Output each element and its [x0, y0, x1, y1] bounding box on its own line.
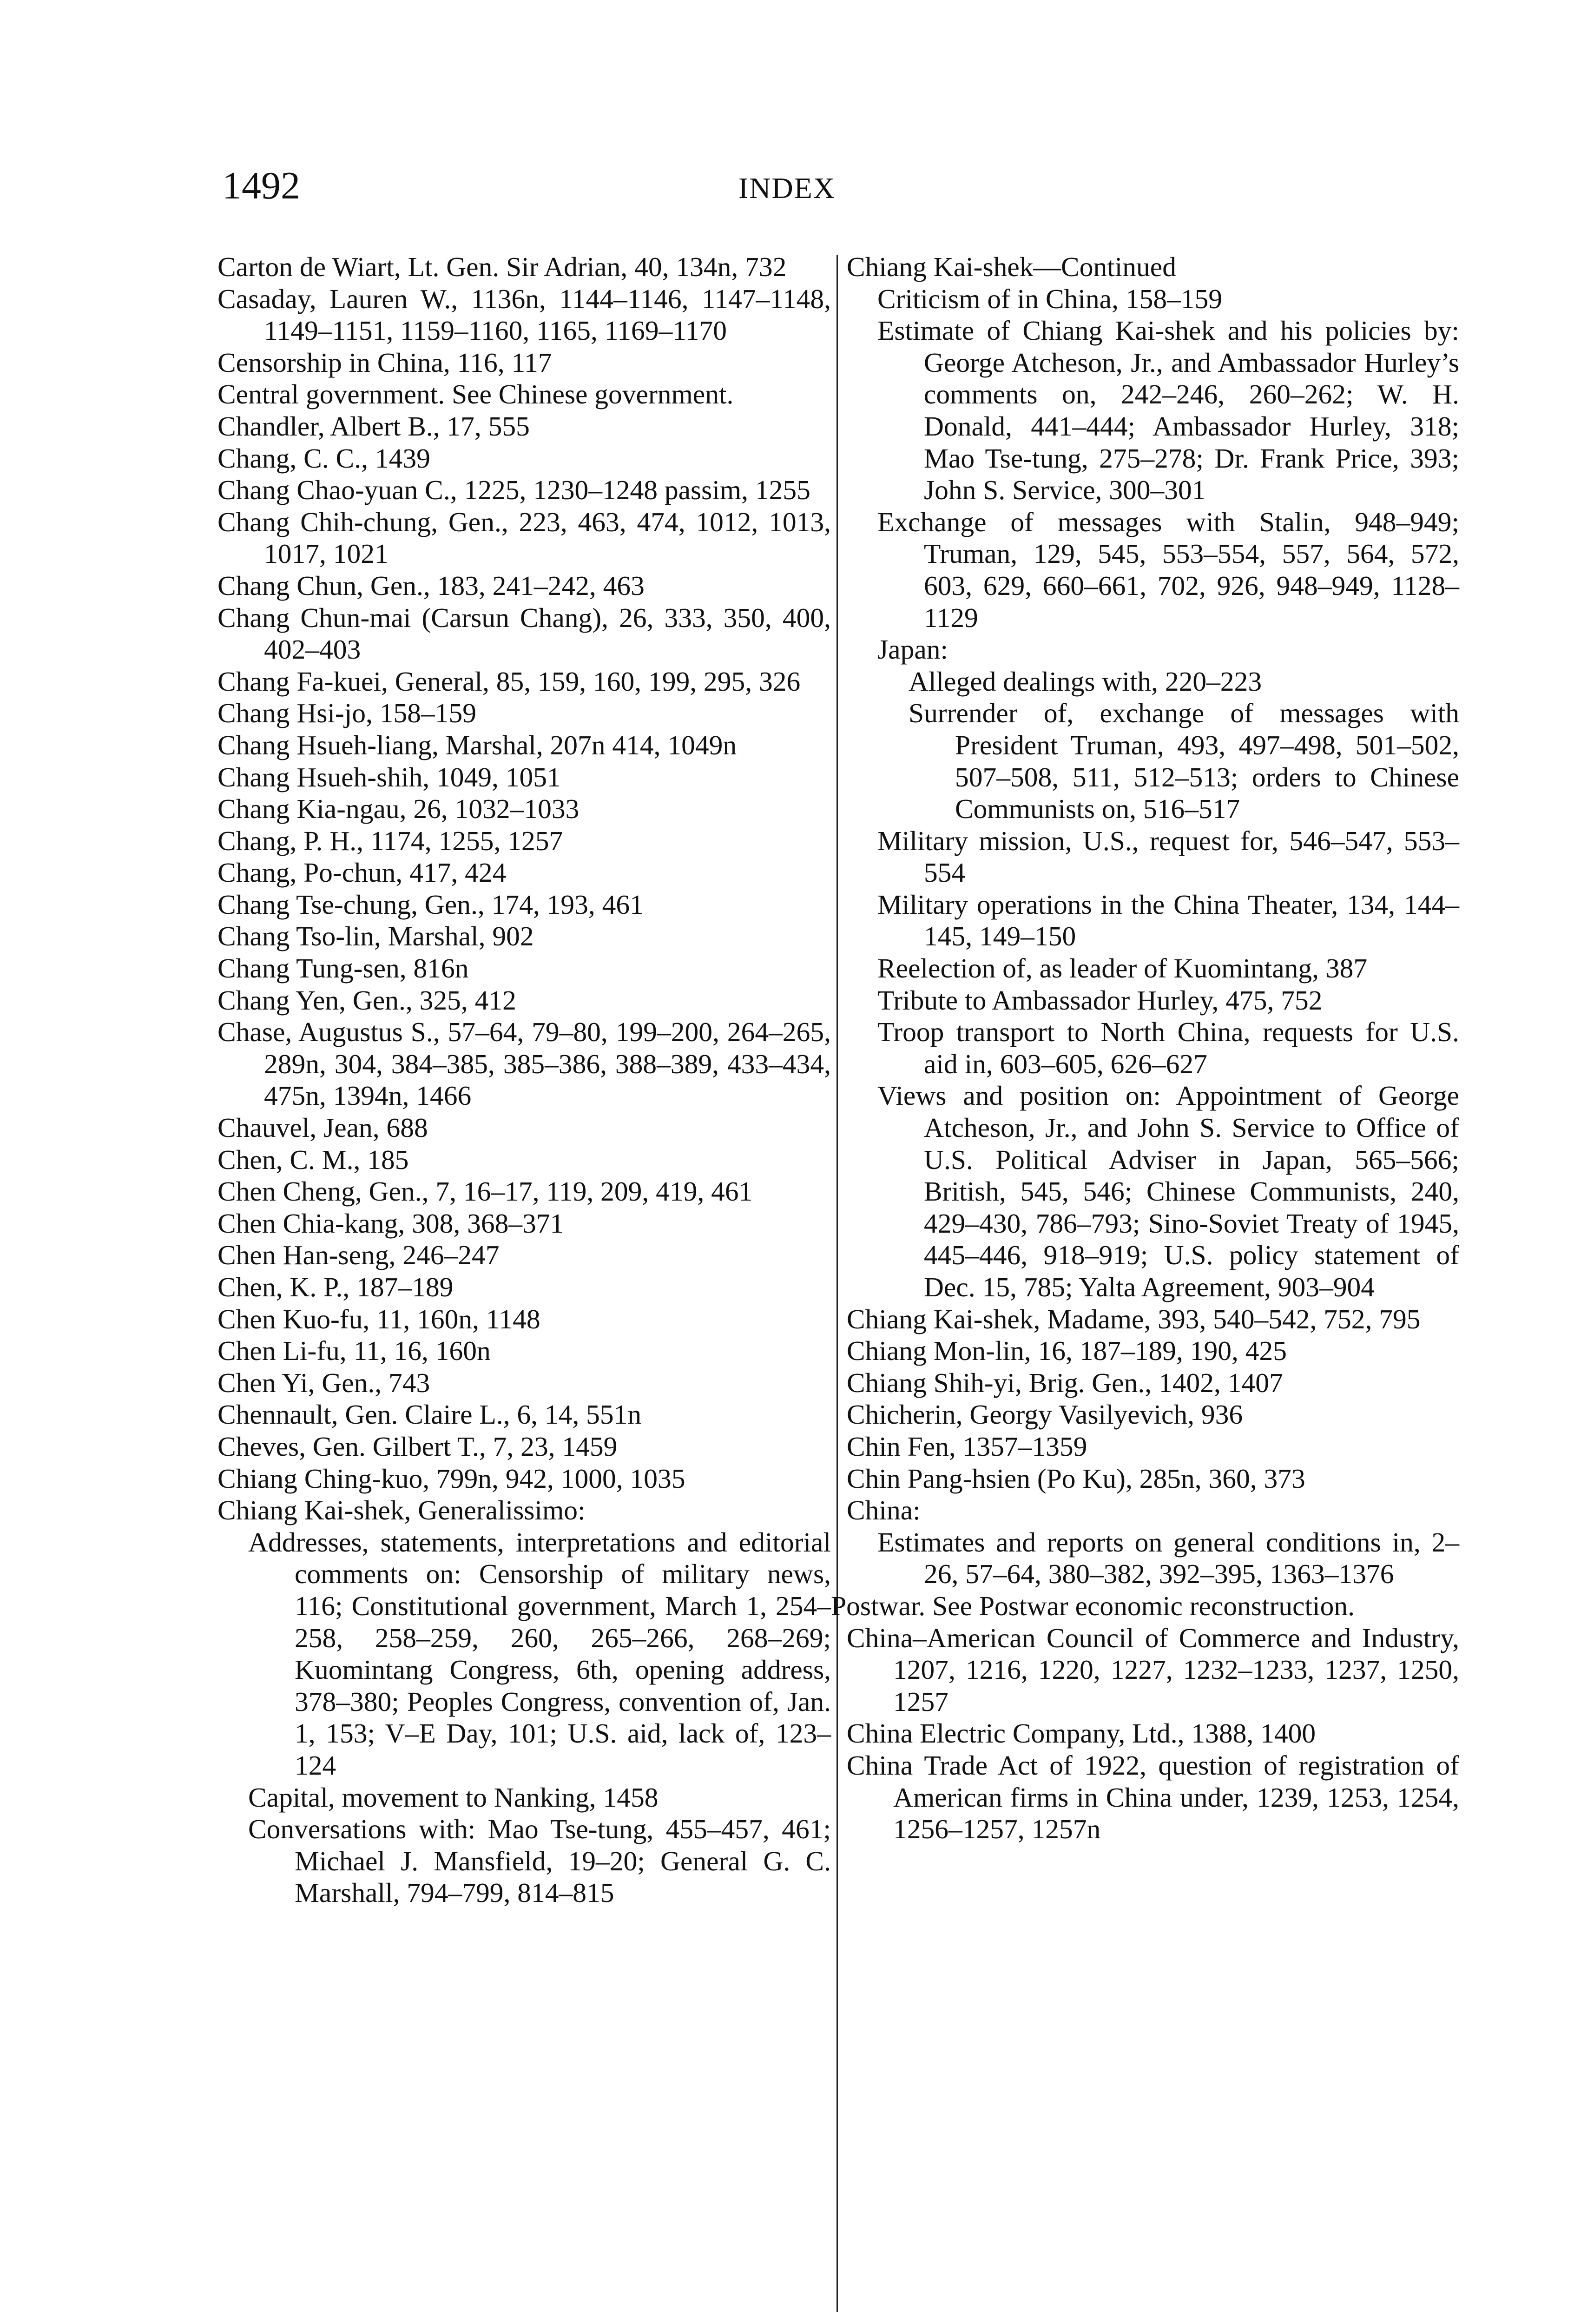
index-subentry: Addresses, statements, interpretations and editorial comments on: Censorship of military news, 116; Constitutional government, March 1, 254–258, 258–259, 260, 265–266, 268–269; Kuomintang Congress, 6th, opening address, 378–380; Peoples Congress, convention of, Jan. 1, 153; V–E Day, 101; U.S. aid, lack of, 123–124 [248, 1526, 831, 1781]
index-entry: Chiang Shih-yi, Brig. Gen., 1402, 1407 [847, 1367, 1283, 1398]
index-entry: Chang Kia-ngau, 26, 1032–1033 [217, 793, 580, 825]
index-subentry: Military operations in the China Theater, 134, 144–145, 149–150 [877, 889, 1459, 952]
index-entry: Chen Li-fu, 11, 16, 160n [217, 1335, 491, 1367]
index-entry: Central government. See Chinese government. [217, 379, 734, 410]
index-entry: Chang Chih-chung, Gen., 223, 463, 474, 1012, 1013, 1017, 1021 [217, 506, 831, 569]
index-subentry: Criticism of in China, 158–159 [877, 283, 1223, 314]
index-entry: Chang Chun, Gen., 183, 241–242, 463 [217, 570, 645, 601]
index-subentry: Estimate of Chiang Kai-shek and his policies by: George Atcheson, Jr., and Ambassador Hurley’s comments on, 242–246, 260–262; W. H. Donald, 441–444; Ambassador Hurley, 318; Mao Tse-tung, 275–278; Dr. Frank Price, 393; John S. Service, 300–301 [877, 315, 1459, 506]
page-number: 1492 [222, 164, 300, 207]
left-index-column [217, 251, 831, 1909]
index-entry: Chin Pang-hsien (Po Ku), 285n, 360, 373 [847, 1463, 1305, 1494]
index-entry: Chennault, Gen. Claire L., 6, 14, 551n [217, 1399, 642, 1430]
index-entry: Chen Kuo-fu, 11, 160n, 1148 [217, 1303, 540, 1334]
index-entry: Chang Tung-sen, 816n [217, 953, 469, 984]
column-divider [836, 255, 838, 2312]
index-entry: Chen Cheng, Gen., 7, 16–17, 119, 209, 419, 461 [217, 1176, 753, 1207]
index-subentry: Exchange of messages with Stalin, 948–949; Truman, 129, 545, 553–554, 557, 564, 572, 603, 629, 660–661, 702, 926, 948–949, 1128–1129 [877, 506, 1459, 633]
index-entry: Chang, P. H., 1174, 1255, 1257 [217, 825, 563, 856]
index-subentry: Military mission, U.S., request for, 546–547, 553–554 [877, 825, 1459, 888]
index-entry: Chandler, Albert B., 17, 555 [217, 410, 530, 442]
index-entry: Chicherin, Georgy Vasilyevich, 936 [847, 1399, 1243, 1430]
index-entry: Chase, Augustus S., 57–64, 79–80, 199–200, 264–265, 289n, 304, 384–385, 385–386, 388–389, 433–434, 475n, 1394n, 1466 [217, 1017, 831, 1111]
index-entry: Chen Han-seng, 246–247 [217, 1240, 500, 1271]
index-entry: Chiang Ching-kuo, 799n, 942, 1000, 1035 [217, 1463, 685, 1494]
index-entry: Chang Tse-chung, Gen., 174, 193, 461 [217, 889, 644, 920]
index-entry: Chang Hsi-jo, 158–159 [217, 698, 476, 729]
index-entry: Chin Fen, 1357–1359 [847, 1431, 1087, 1462]
index-entry: Chang Yen, Gen., 325, 412 [217, 984, 516, 1016]
index-entry: Chen, K. P., 187–189 [217, 1272, 454, 1302]
index-subentry: Reelection of, as leader of Kuomintang, 387 [877, 953, 1368, 984]
index-entry: Chauvel, Jean, 688 [217, 1112, 428, 1143]
index-entry: China Electric Company, Ltd., 1388, 1400 [847, 1718, 1316, 1749]
index-subentry: Surrender of, exchange of messages with President Truman, 493, 497–498, 501–502, 507–508, 511, 512–513; orders to Chinese Communists on, 516–517 [909, 698, 1459, 825]
index-subentry: Views and position on: Appointment of George Atcheson, Jr., and John S. Service to Office of U.S. Political Adviser in Japan, 565–566; British, 545, 546; Chinese Communists, 240, 429–430, 786–793; Sino-Soviet Treaty of 1945, 445–446, 918–919; U.S. policy statement of Dec. 15, 785; Yalta Agreement, 903–904 [877, 1080, 1459, 1302]
index-entry: Chang, C. C., 1439 [217, 442, 430, 474]
index-subentry: Japan: [877, 634, 948, 665]
index-subentry: Estimates and reports on general conditions in, 2–26, 57–64, 380–382, 392–395, 1363–1376 [877, 1526, 1459, 1590]
index-subentry: Troop transport to North China, requests for U.S. aid in, 603–605, 626–627 [877, 1017, 1459, 1079]
index-entry: Censorship in China, 116, 117 [217, 347, 552, 378]
running-head [217, 163, 1357, 214]
index-subentry: Alleged dealings with, 220–223 [909, 666, 1262, 697]
index-entry: Chiang Kai-shek—Continued [847, 251, 1176, 282]
index-entry: Chang, Po-chun, 417, 424 [217, 857, 507, 888]
index-entry: Casaday, Lauren W., 1136n, 1144–1146, 1147–1148, 1149–1151, 1159–1160, 1165, 1169–1170 [217, 283, 831, 346]
index-entry: Chang Chun-mai (Carsun Chang), 26, 333, 350, 400, 402–403 [217, 602, 831, 665]
index-subentry: Conversations with: Mao Tse-tung, 455–457, 461; Michael J. Mansfield, 19–20; General G. C. Marshall, 794–799, 814–815 [248, 1814, 831, 1908]
index-subentry: Postwar. See Postwar economic reconstruction. [831, 1590, 1355, 1621]
index-entry: Carton de Wiart, Lt. Gen. Sir Adrian, 40, 134n, 732 [217, 251, 787, 282]
index-entry: Chang Hsueh-liang, Marshal, 207n 414, 1049n [217, 729, 737, 760]
header-title: INDEX [738, 172, 836, 205]
index-entry: Chang Fa-kuei, General, 85, 159, 160, 199, 295, 326 [217, 666, 801, 697]
index-entry: Chang Hsueh-shih, 1049, 1051 [217, 761, 561, 792]
right-index-column [831, 251, 1459, 1845]
index-entry: Cheves, Gen. Gilbert T., 7, 23, 1459 [217, 1431, 618, 1462]
index-entry: China–American Council of Commerce and Industry, 1207, 1216, 1220, 1227, 1232–1233, 1237, 1250, 1257 [847, 1622, 1459, 1717]
index-entry: Chen Chia-kang, 308, 368–371 [217, 1208, 564, 1239]
index-subentry: Tribute to Ambassador Hurley, 475, 752 [877, 984, 1323, 1016]
index-entry: Chang Chao-yuan C., 1225, 1230–1248 passim, 1255 [217, 475, 810, 506]
index-subentry: Capital, movement to Nanking, 1458 [248, 1782, 659, 1813]
index-entry: Chiang Kai-shek, Madame, 393, 540–542, 752, 795 [847, 1303, 1421, 1334]
index-entry: Chiang Kai-shek, Generalissimo: [217, 1495, 586, 1526]
index-entry: Chiang Mon-lin, 16, 187–189, 190, 425 [847, 1335, 1287, 1367]
index-entry: China: [847, 1495, 921, 1526]
index-entry: Chen Yi, Gen., 743 [217, 1367, 430, 1398]
index-entry: China Trade Act of 1922, question of registration of American firms in China under, 1239, 1253, 1254, 1256–1257, 1257n [847, 1750, 1459, 1845]
index-entry: Chen, C. M., 185 [217, 1144, 409, 1175]
index-entry: Chang Tso-lin, Marshal, 902 [217, 921, 534, 952]
